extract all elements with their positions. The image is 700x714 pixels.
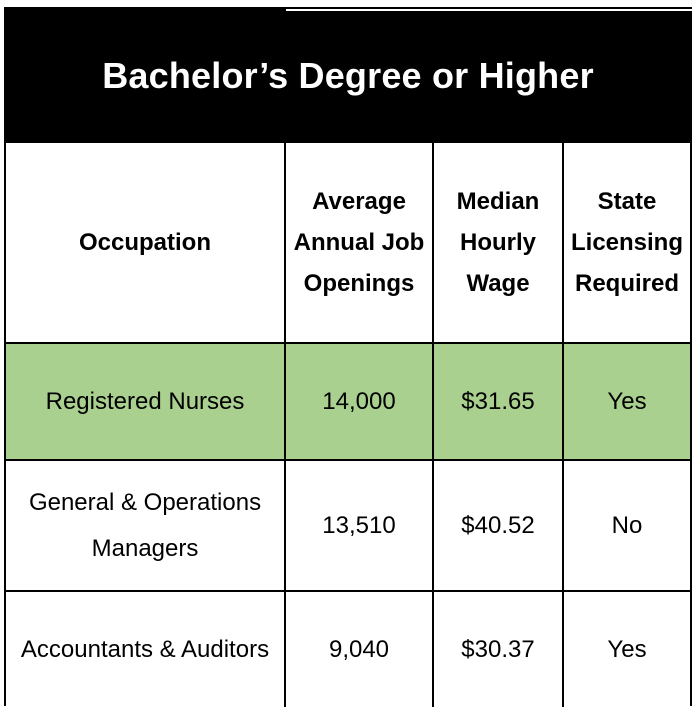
header-licensing: State Licensing Required (563, 143, 690, 343)
cell-occupation: Registered Nurses (6, 343, 285, 460)
cell-openings: 14,000 (285, 343, 433, 460)
table-row (6, 460, 690, 591)
occupation-table (6, 143, 690, 707)
title-divider (286, 9, 696, 11)
cell-wage: $31.65 (433, 343, 563, 460)
occupation-table-frame (4, 7, 692, 706)
table-title: Bachelor’s Degree or Higher (6, 9, 690, 143)
cell-openings: 9,040 (285, 591, 433, 707)
cell-licensing: Yes (563, 591, 690, 707)
cell-licensing: No (563, 460, 690, 591)
header-openings: Average Annual Job Openings (285, 143, 433, 343)
header-wage: Median Hourly Wage (433, 143, 563, 343)
header-row (6, 143, 690, 343)
header-occupation: Occupation (6, 143, 285, 343)
cell-wage: $40.52 (433, 460, 563, 591)
table-row (6, 591, 690, 707)
table-row (6, 343, 690, 460)
cell-licensing: Yes (563, 343, 690, 460)
cell-occupation: Accountants & Auditors (6, 591, 285, 707)
cell-openings: 13,510 (285, 460, 433, 591)
cell-wage: $30.37 (433, 591, 563, 707)
cell-occupation: General & Operations Managers (6, 460, 285, 591)
